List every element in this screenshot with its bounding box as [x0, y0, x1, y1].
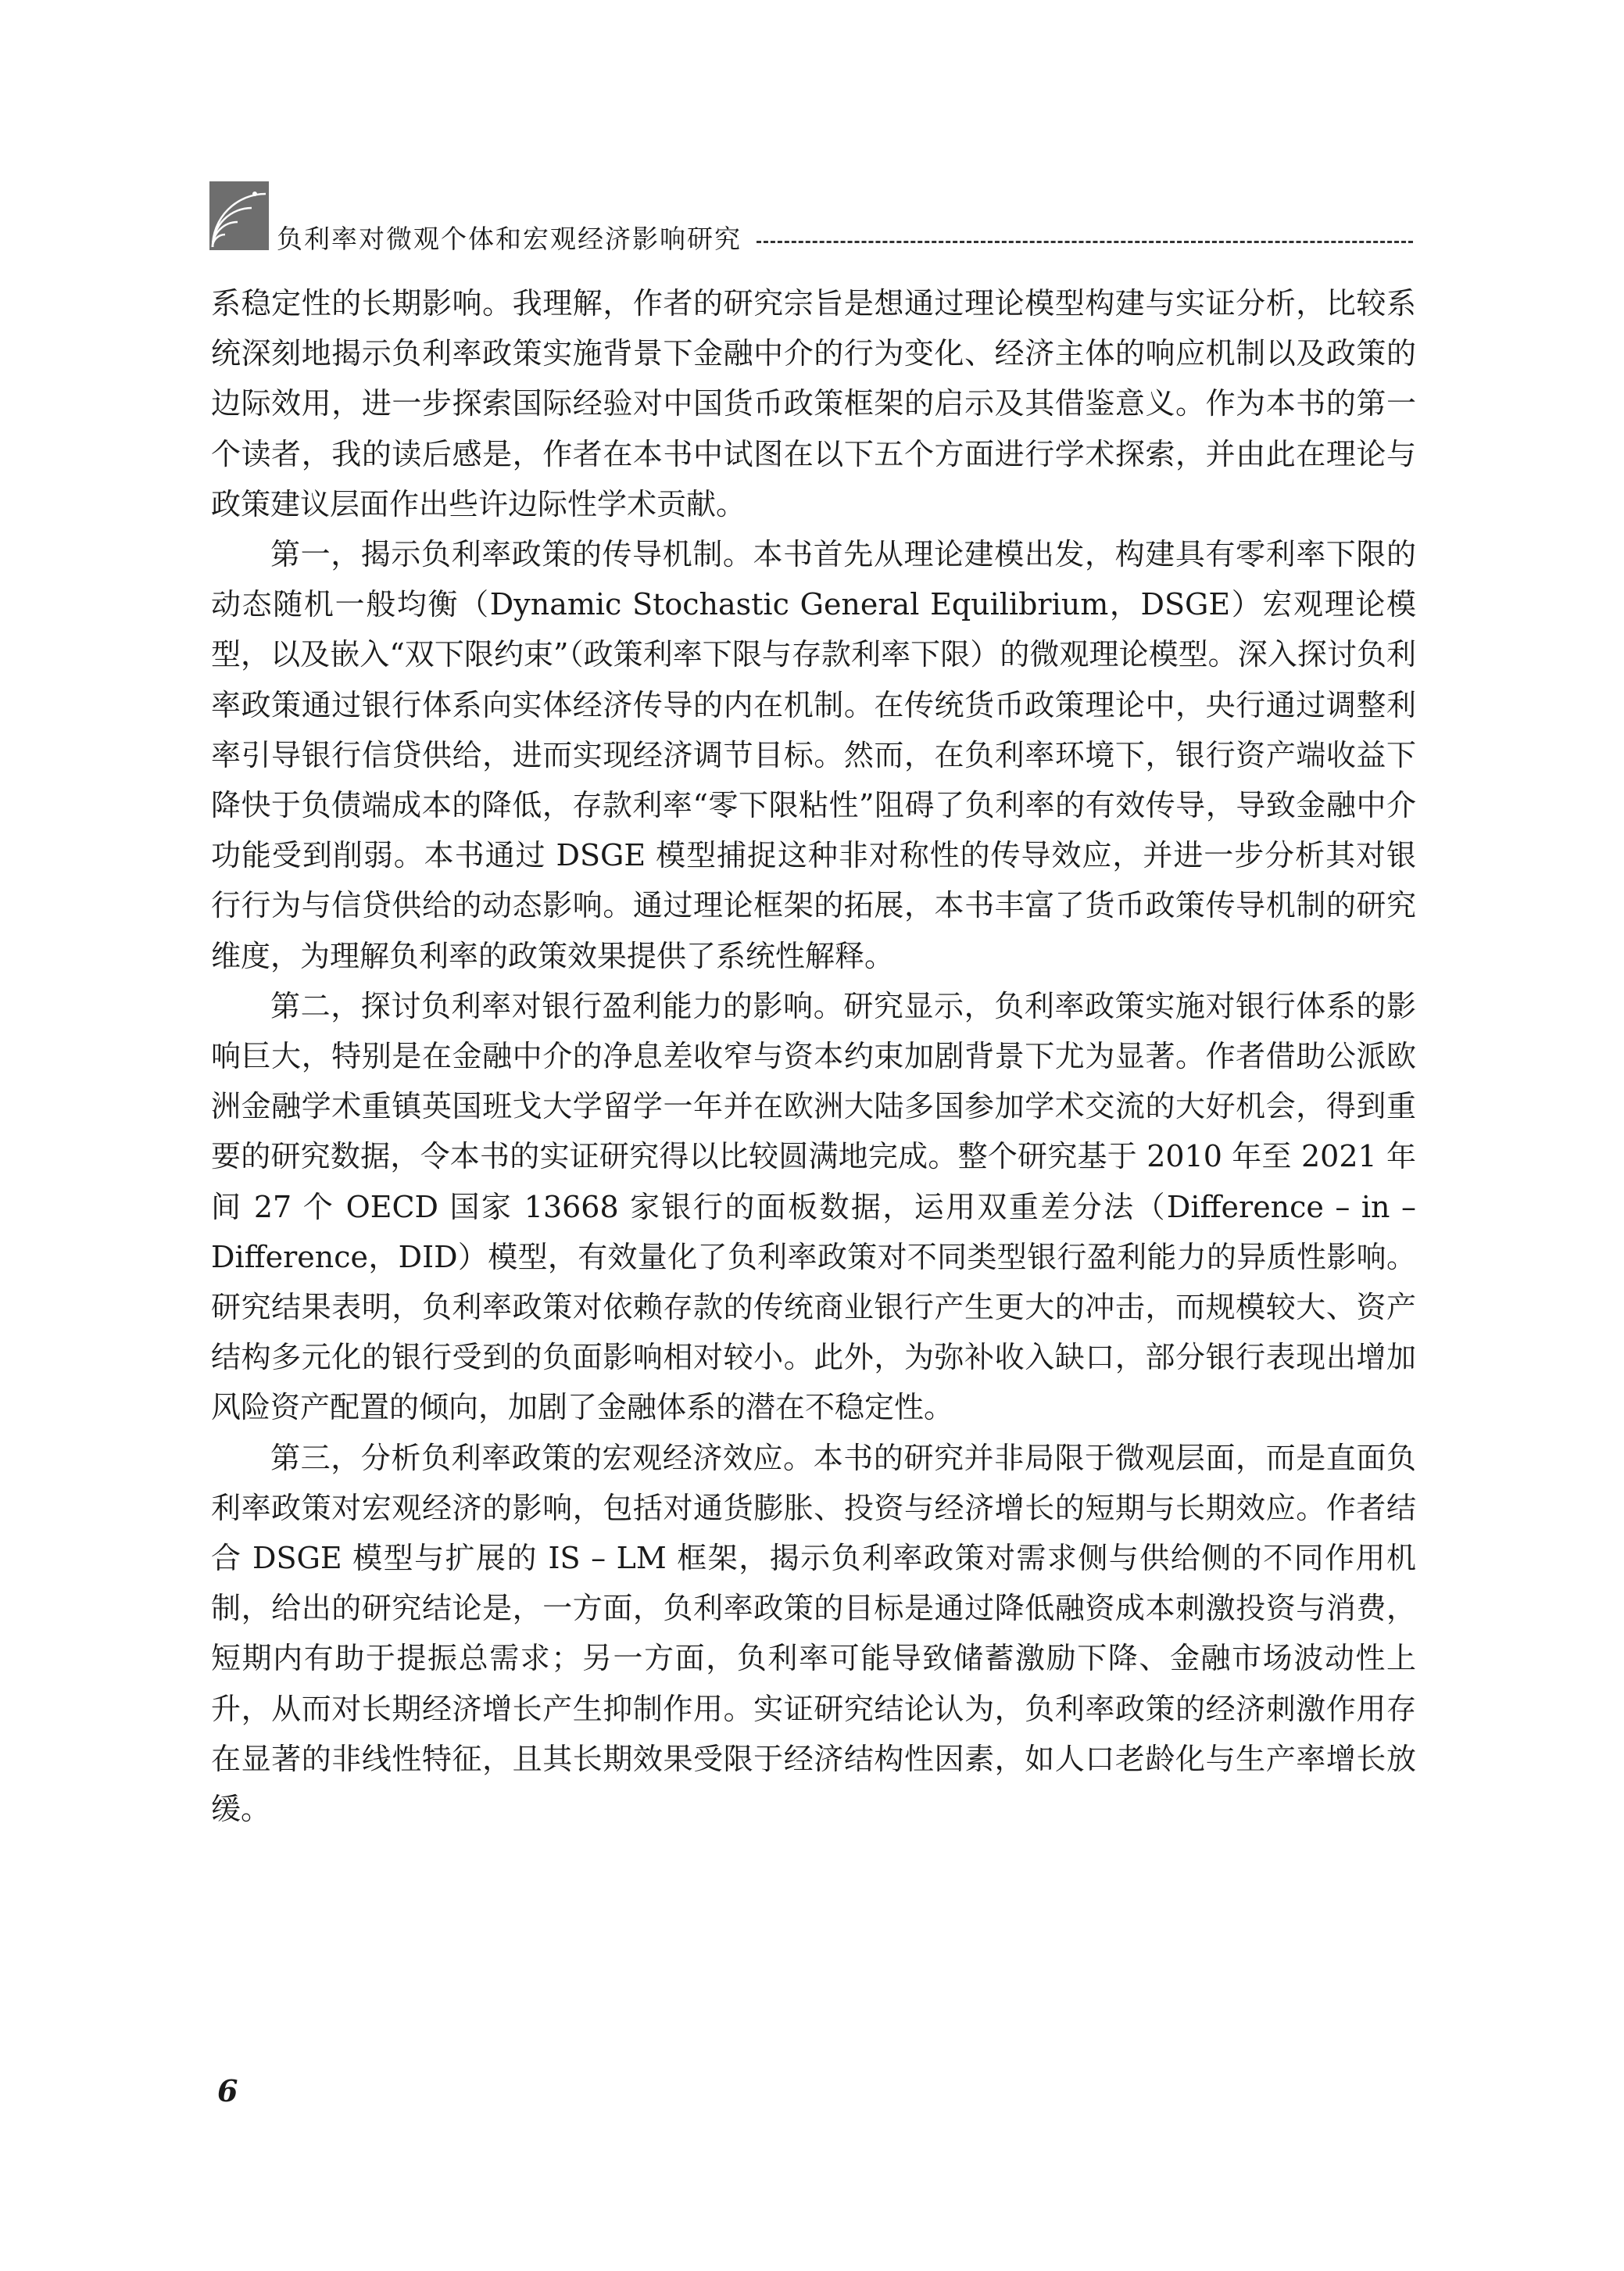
- running-header: [209, 181, 1413, 252]
- paragraph-second-point: 第二，探讨负利率对银行盈利能力的影响。研究显示，负利率政策实施对银行体系的影响巨大，特别是在金融中介的净息差收窄与资本约束加剧背景下尤为显著。作者借助公派欧洲金融学术重镇英国班戈大学留学一年并在欧洲大陆多国参加学术交流的大好机会，得到重要的研究数据，令本书的实证研究得以比较圆满地完成。整个研究基于 2010 年至 2021 年间 27 个 OECD 国家 13668 家银行的面板数据，运用双重差分法（Difference – in – Difference，DID）模型，有效量化了负利率政策对不同类型银行盈利能力的异质性影响。研究结果表明，负利率政策对依赖存款的传统商业银行产生更大的冲击，而规模较大、资产结构多元化的银行受到的负面影响相对较小。此外，为弥补收入缺口，部分银行表现出增加风险资产配置的倾向，加剧了金融体系的潜在不稳定性。: [211, 988, 1416, 1425]
- paragraph-first-point: 第一，揭示负利率政策的传导机制。本书首先从理论建模出发，构建具有零利率下限的动态随机一般均衡（Dynamic Stochastic General Equilibrium，DSGE）宏观理论模型，以及嵌入“双下限约束”（政策利率下限与存款利率下限）的微观理论模型。深入探讨负利率政策通过银行体系向实体经济传导的内在机制。在传统货币政策理论中，央行通过调整利率引导银行信贷供给，进而实现经济调节目标。然而，在负利率环境下，银行资产端收益下降快于负债端成本的降低，存款利率“零下限粘性”阻碍了负利率的有效传导，导致金融中介功能受到削弱。本书通过 DSGE 模型捕捉这种非对称性的传导效应，并进一步分析其对银行行为与信贷供给的动态影响。通过理论框架的拓展，本书丰富了货币政策传导机制的研究维度，为理解负利率的政策效果提供了系统性解释。: [211, 537, 1416, 973]
- page-body: [211, 278, 1416, 1834]
- paragraph-third-point: 第三，分析负利率政策的宏观经济效应。本书的研究并非局限于微观层面，而是直面负利率政策对宏观经济的影响，包括对通货膨胀、投资与经济增长的短期与长期效应。作者结合 DSGE 模型与扩展的 IS – LM 框架，揭示负利率政策对需求侧与供给侧的不同作用机制，给出的研究结论是，一方面，负利率政策的目标是通过降低融资成本刺激投资与消费，短期内有助于提振总需求；另一方面，负利率可能导致储蓄激励下降、金融市场波动性上升，从而对长期经济增长产生抑制作用。实证研究结论认为，负利率政策的经济刺激作用存在显著的非线性特征，且其长期效果受限于经济结构性因素，如人口老龄化与生产率增长放缓。: [211, 1440, 1416, 1827]
- page-number: 6: [217, 2073, 238, 2108]
- book-title: 负利率对微观个体和宏观经济影响研究: [277, 224, 742, 254]
- paragraph-continued: 系稳定性的长期影响。我理解，作者的研究宗旨是想通过理论模型构建与实证分析，比较系统深刻地揭示负利率政策实施背景下金融中介的行为变化、经济主体的响应机制以及政策的边际效用，进一步探索国际经验对中国货币政策框架的启示及其借鉴意义。作为本书的第一个读者，我的读后感是，作者在本书中试图在以下五个方面进行学术探索，并由此在理论与政策建议层面作出些许边际性学术贡献。: [211, 286, 1416, 521]
- chapter-logo-icon: [209, 181, 269, 250]
- header-dashed-rule: [757, 241, 1413, 243]
